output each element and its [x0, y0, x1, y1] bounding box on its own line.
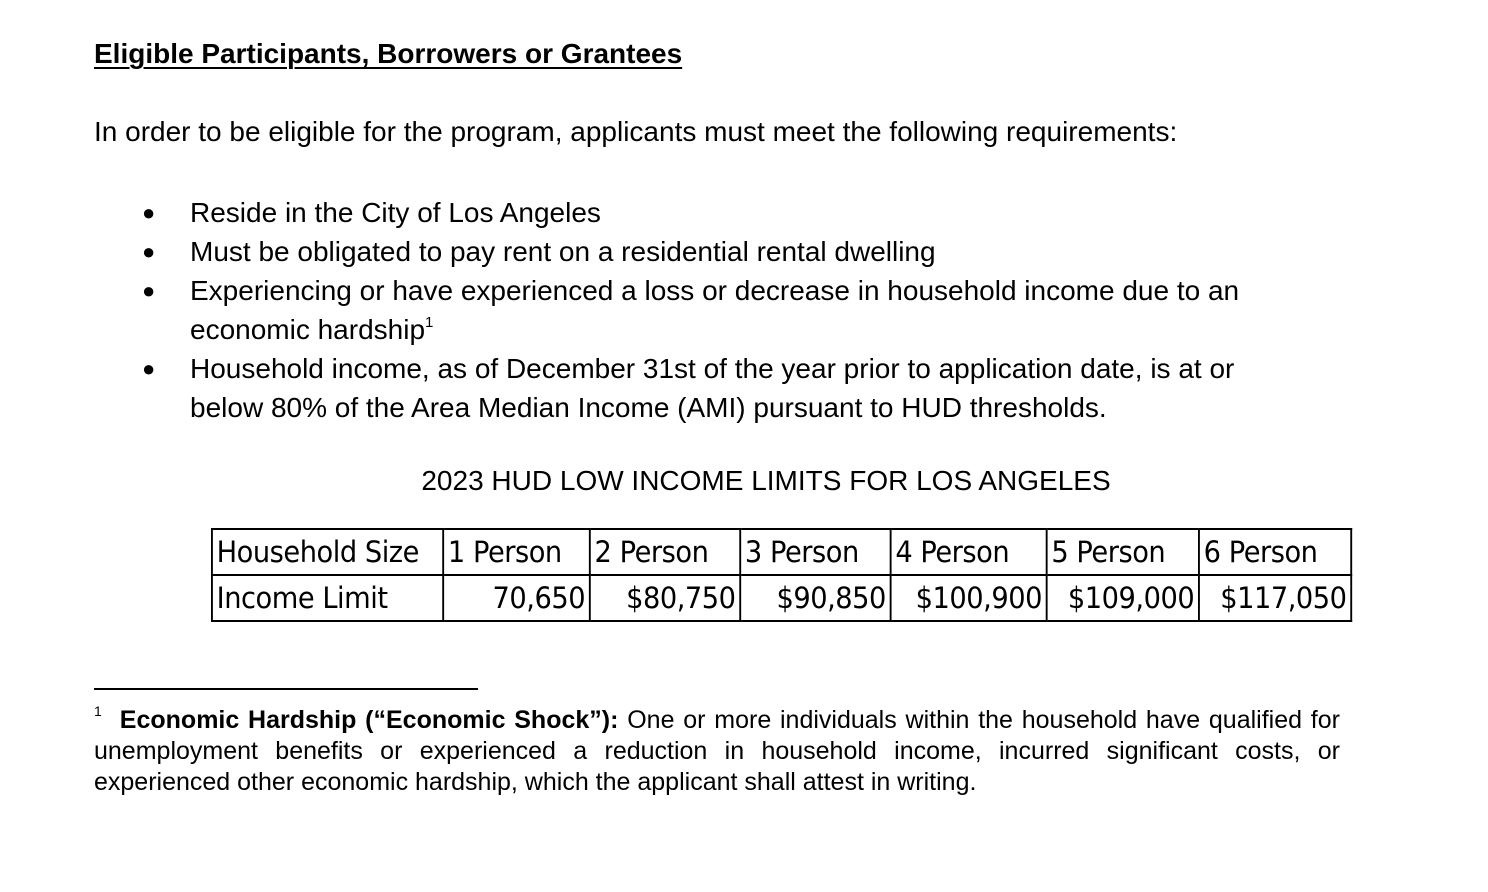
requirement-item [0, 232, 1310, 271]
table-header-row [212, 529, 1351, 575]
table-cell: $117,050 [1199, 575, 1351, 621]
header-cell: 5 Person [1047, 529, 1199, 575]
requirement-text: Experiencing or have experienced a loss or decrease in household income due to an economic hardship [190, 275, 1240, 345]
table-cell: $80,750 [590, 575, 740, 621]
bullet-icon: ● [142, 356, 156, 381]
requirement-item [0, 271, 1310, 349]
table-cell: $100,900 [891, 575, 1047, 621]
header-cell: Household Size [212, 529, 443, 575]
footnote-term: Economic Hardship (“Economic Shock”): [119, 706, 619, 734]
footnote-marker: 1 [94, 703, 102, 719]
requirement-text: Reside in the City of Los Angeles [190, 197, 601, 228]
bullet-icon: ● [142, 239, 156, 264]
requirement-item [0, 349, 1310, 427]
table-row [212, 575, 1351, 621]
requirement-item [0, 193, 1310, 232]
footnote-reference: 1 [425, 314, 434, 331]
header-cell: 4 Person [891, 529, 1047, 575]
row-label-cell: Income Limit [212, 575, 443, 621]
bullet-icon: ● [142, 200, 156, 225]
footnote-text: One or more individuals within the household have qualified for unemployment benefits or experienced a reduction in household income, incurred significant costs, or experienced other economic hardship, which the applicant shall attest in writing. [94, 706, 1340, 796]
requirement-text: Must be obligated to pay rent on a residential rental dwelling [190, 236, 936, 267]
intro-paragraph: In order to be eligible for the program, applicants must meet the following requirements: [94, 116, 1178, 147]
table-cell: $109,000 [1047, 575, 1199, 621]
header-cell: 2 Person [590, 529, 740, 575]
section-heading: Eligible Participants, Borrowers or Grantees [94, 38, 683, 69]
header-cell: 6 Person [1199, 529, 1351, 575]
table-title: 2023 HUD LOW INCOME LIMITS FOR LOS ANGELES [421, 465, 1111, 496]
requirement-text: Household income, as of December 31st of the year prior to application date, is at or below 80% of the Area Median Income (AMI) pursuant to HUD thresholds. [190, 353, 1235, 423]
header-cell: 3 Person [740, 529, 890, 575]
table-cell: $90,850 [740, 575, 890, 621]
table-cell: 70,650 [443, 575, 590, 621]
income-limits-table [211, 528, 1352, 622]
header-cell: 1 Person [443, 529, 590, 575]
footnote [94, 705, 1340, 798]
bullet-icon: ● [142, 278, 156, 303]
footnote-separator [94, 688, 478, 690]
requirements-list [0, 193, 1310, 427]
